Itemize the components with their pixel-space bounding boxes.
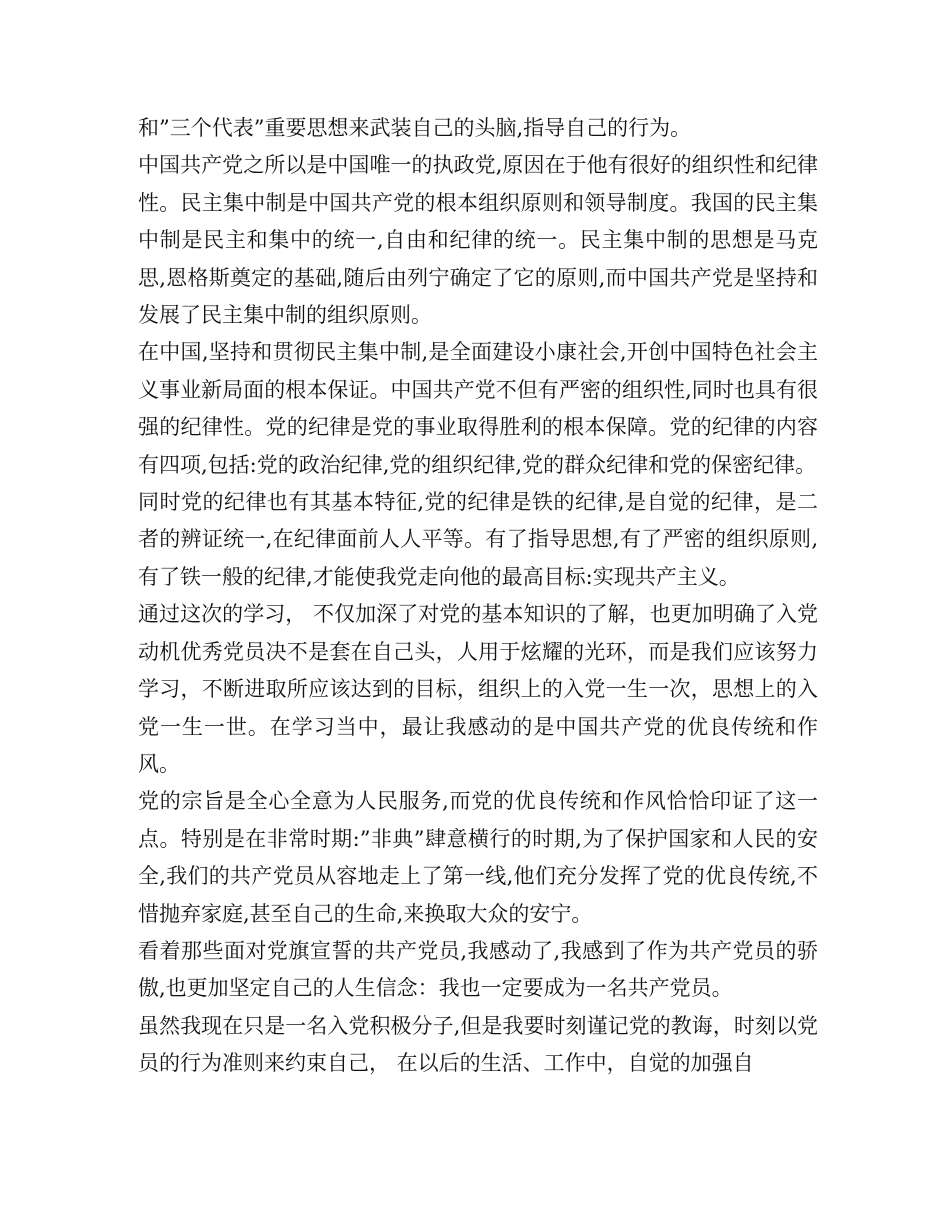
paragraph-4: 同时党的纪律也有其基本特征,党的纪律是铁的纪律,是自觉的纪律，是二者的辨证统一,在纪律面前人人平等。有了指导思想,有了严密的组织原则,有了铁一般的纪律,才能使我党走向他的最高目标:实现共产主义。	[138, 490, 818, 589]
paragraph-8: 虽然我现在只是一名入党积极分子,但是我要时刻谨记党的教诲，时刻以党员的行为准则来约束自己， 在以后的生活、工作中，自觉的加强自	[138, 1013, 818, 1076]
paragraph-3: 在中国,坚持和贯彻民主集中制,是全面建设小康社会,开创中国特色社会主义事业新局面的根本保证。中国共产党不但有严密的组织性,同时也具有很强的纪律性。党的纪律是党的事业取得胜利的根本保障。党的纪律的内容有四项,包括:党的政治纪律,党的组织纪律,党的群众纪律和党的保密纪律。	[138, 340, 818, 477]
paragraph-6: 党的宗旨是全心全意为人民服务,而党的优良传统和作风恰恰印证了这一点。特别是在非常时期:”非典”肆意横行的时期,为了保护国家和人民的安全,我们的共产党员从容地走上了第一线,他们充分发挥了党的优良传统,不惜抛弃家庭,甚至自己的生命,来换取大众的安宁。	[138, 789, 818, 926]
paragraph-7: 看着那些面对党旗宣誓的共产党员,我感动了,我感到了作为共产党员的骄傲,也更加坚定自己的人生信念：我也一定要成为一名共产党员。	[138, 938, 818, 1001]
paragraph-5: 通过这次的学习， 不仅加深了对党的基本知识的了解，也更加明确了入党动机优秀党员决不是套在自己头，人用于炫耀的光环，而是我们应该努力学习，不断进取所应该达到的目标，组织上的入党一生一次，思想上的入党一生一世。在学习当中，最让我感动的是中国共产党的优良传统和作风。	[138, 602, 818, 776]
document-page	[138, 110, 818, 1083]
paragraph-2: 中国共产党之所以是中国唯一的执政党,原因在于他有很好的组织性和纪律性。民主集中制是中国共产党的根本组织原则和领导制度。我国的民主集中制是民主和集中的统一,自由和纪律的统一。民主集中制的思想是马克思,恩格斯奠定的基础,随后由列宁确定了它的原则,而中国共产党是坚持和发展了民主集中制的组织原则。	[138, 153, 818, 328]
paragraph-1: 和”三个代表”重要思想来武装自己的头脑,指导自己的行为。	[138, 116, 692, 140]
